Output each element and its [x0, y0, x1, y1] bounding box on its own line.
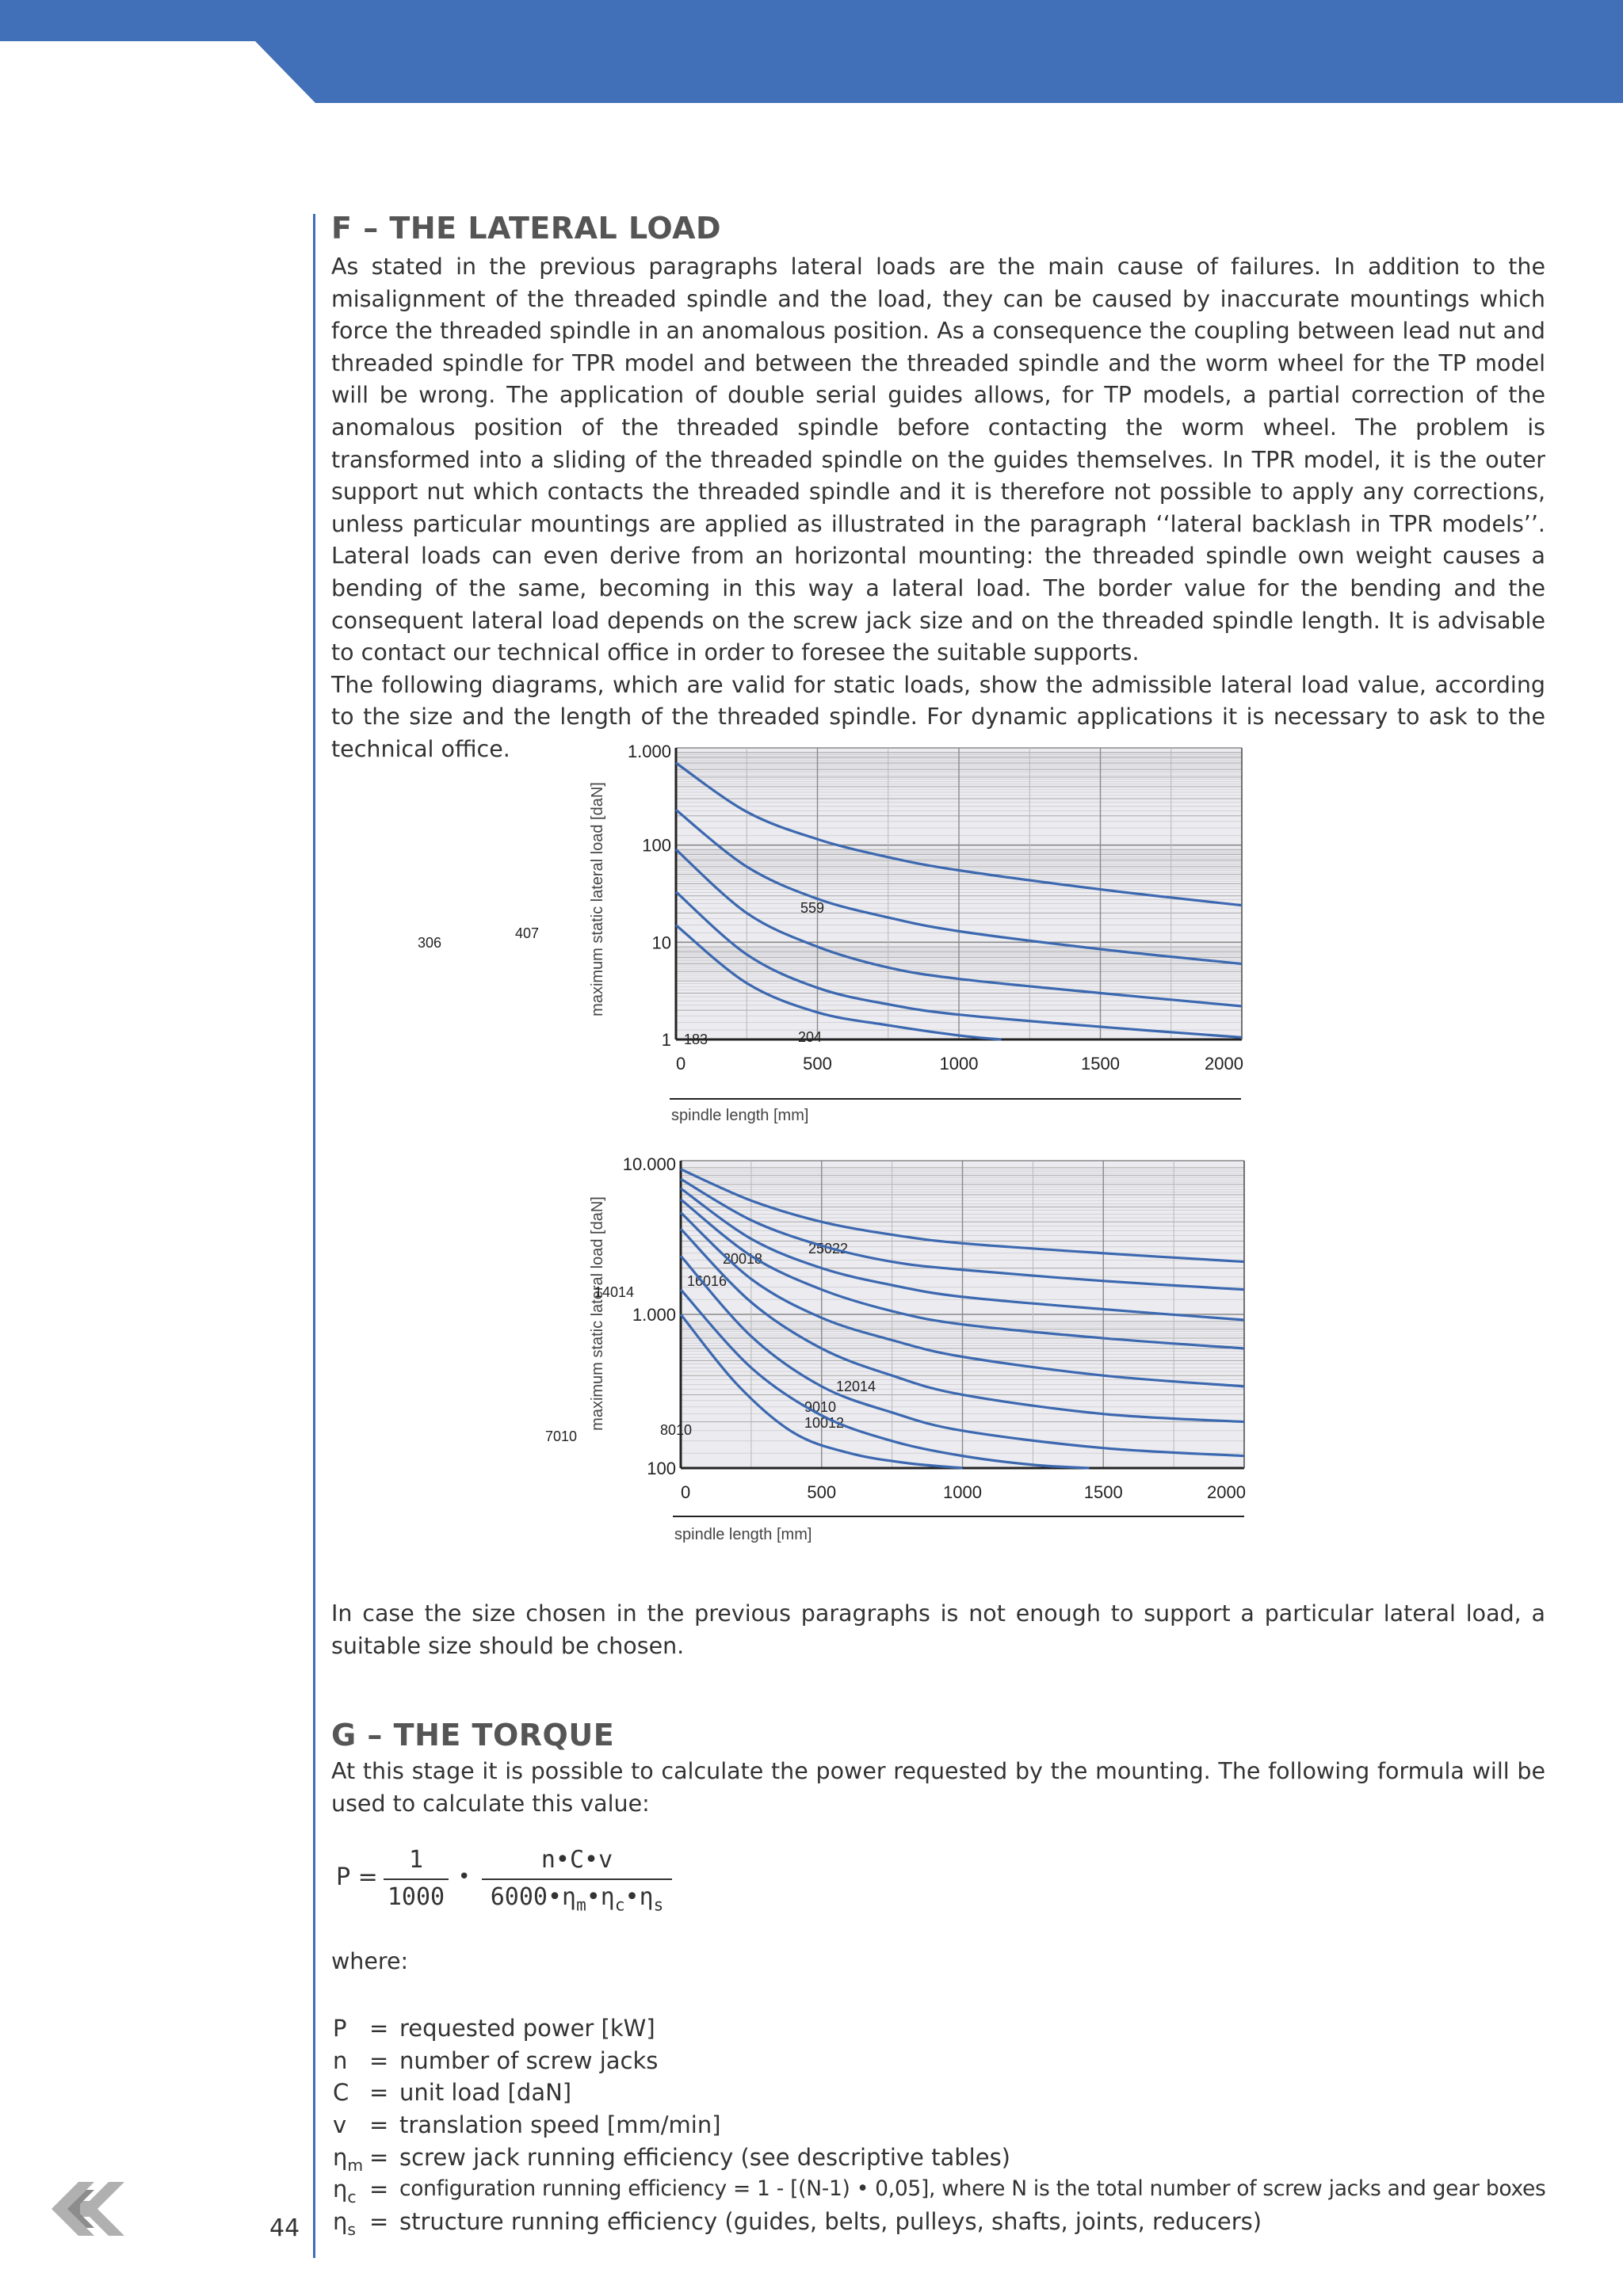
series-label-8010: 8010 — [660, 1422, 693, 1438]
x-tick-label: 500 — [807, 1482, 837, 1502]
symbol: P — [333, 2015, 347, 2042]
series-label-306: 306 — [418, 935, 442, 951]
size-note-paragraph: In case the size chosen in the previous paragraphs is not enough to support a particular lateral load, a suitable size should be chosen. — [331, 1600, 1545, 1659]
lateral-load-chart-small-sizes — [418, 737, 1252, 1133]
symbol: $\eta_m$ — [333, 2143, 364, 2175]
y-tick-label: 1 — [661, 1030, 671, 1050]
symbol: $\eta_c$ — [333, 2176, 357, 2207]
formula-multiply-dot: • — [458, 1865, 471, 1889]
series-label-7010: 7010 — [545, 1428, 578, 1444]
x-tick-label: 0 — [681, 1482, 691, 1502]
series-label-25022: 25022 — [808, 1241, 849, 1257]
symbol: n — [333, 2046, 348, 2074]
lateral-load-paragraph: As stated in the previous paragraphs lateral loads are the main cause of failures. In addition to the misalignment of the threaded spindle and the load, they can be caused by inaccurate mountings which force the threaded spindle in an anomalous position. As a consequence the coupling between lead nut and threaded spindle for TPR model and between the threaded spindle and the worm wheel for the TP model will be wrong. The application of double serial guides allows, for TP models, a partial correction of the anomalous position of the threaded spindle before contacting the worm wheel. The problem is transformed into a sliding of the threaded spindle on the guides themselves. In TPR model, it is the outer support nut which contacts the threaded spindle and it is therefore not possible to apply any corrections, unless particular mountings are applied as illustrated in the paragraph ‘‘lateral backlash in TPR models’’. Lateral loads can even derive from an horizontal mounting: the threaded spindle own weight causes a bending of the same, becoming in this way a lateral load. The border value for the bending and the consequent lateral load depends on the screw jack size and on the threaded spindle length. It is advisable to contact our technical office in order to foresee the suitable supports. — [331, 254, 1545, 666]
fraction-1-numerator: 1 — [384, 1846, 449, 1880]
definition-text: screw jack running efficiency (see descriptive tables) — [399, 2143, 1010, 2171]
symbol: v — [333, 2111, 347, 2139]
series-label-16016: 16016 — [687, 1273, 727, 1289]
definition-row: $\eta_c$ = configuration running efficiency = 1 - [(N-1) • 0,05], where N is the total number of screw jacks and gear boxes — [331, 2173, 1568, 2206]
definition-row: P = requested power [kW] — [331, 2012, 1568, 2045]
symbol-definitions — [331, 2012, 1568, 2238]
x-tick-label: 1000 — [943, 1482, 982, 1502]
definition-row: n = number of screw jacks — [331, 2045, 1568, 2077]
series-label-10012: 10012 — [804, 1415, 845, 1431]
x-tick-label: 1000 — [939, 1054, 979, 1074]
series-label-559: 559 — [800, 900, 825, 916]
section-g-body — [331, 1756, 1545, 1820]
page-number: 44 — [269, 2214, 300, 2242]
power-formula — [331, 1846, 727, 1933]
x-tick-label: 500 — [803, 1054, 832, 1074]
symbol: C — [333, 2079, 349, 2107]
section-g-title: G – THE TORQUE — [331, 1718, 615, 1753]
fraction-2-numerator: n•C•v — [482, 1846, 672, 1880]
diagrams-paragraph: The following diagrams, which are valid for static loads, show the admissible lateral load value, according to the size and the length of the threaded spindle. For dynamic applications it is necessary to ask to the technical office. — [331, 671, 1545, 762]
definition-row: $\eta_s$ = structure running efficiency (guides, belts, pulleys, shafts, joints, reducers) — [331, 2206, 1568, 2238]
x-tick-label: 1500 — [1083, 1482, 1123, 1502]
definition-text: configuration running efficiency = 1 - [(N-1) • 0,05], where N is the total number of screw jacks and gear boxes — [399, 2176, 1546, 2202]
series-label-14014: 14014 — [594, 1284, 635, 1300]
series-label-204: 204 — [798, 1029, 823, 1045]
series-label-9010: 9010 — [804, 1399, 837, 1415]
y-tick-label: 100 — [647, 1459, 676, 1478]
section-f-title: F – THE LATERAL LOAD — [331, 211, 722, 246]
fraction-2-denominator: $6000•\eta_m•\eta_c•\eta_s$ — [490, 1883, 664, 1915]
section-f — [331, 211, 1545, 246]
torque-intro-paragraph: At this stage it is possible to calculate the power requested by the mounting. The following formula will be used to calculate this value: — [331, 1758, 1545, 1817]
symbol: $\eta_s$ — [333, 2208, 356, 2240]
x-tick-label: 2000 — [1207, 1482, 1246, 1502]
formula-lhs: P = — [336, 1863, 378, 1891]
y-axis-label: maximum static lateral load [daN] — [589, 782, 606, 1016]
section-g — [331, 1718, 1545, 1753]
y-tick-label: 100 — [642, 835, 671, 856]
lateral-load-chart-large-sizes — [545, 1149, 1252, 1553]
x-tick-label: 2000 — [1205, 1054, 1243, 1074]
series-label-183: 183 — [684, 1032, 708, 1047]
x-tick-label: 1500 — [1081, 1054, 1120, 1074]
series-label-12014: 12014 — [836, 1379, 876, 1394]
x-tick-label: 0 — [676, 1054, 686, 1074]
definition-text: requested power [kW] — [399, 2015, 655, 2042]
section-f-body — [331, 251, 1545, 766]
definition-row: C = unit load [daN] — [331, 2077, 1568, 2109]
x-axis-label: spindle length [mm] — [674, 1526, 812, 1543]
definition-text: unit load [daN] — [399, 2079, 572, 2107]
y-tick-label: 10 — [651, 933, 671, 953]
y-tick-label: 10.000 — [622, 1154, 676, 1174]
where-label: where: — [331, 1948, 409, 1974]
size-note — [331, 1598, 1545, 1662]
definition-row: v = translation speed [mm/min] — [331, 2109, 1568, 2142]
x-axis-label: spindle length [mm] — [671, 1107, 809, 1124]
series-label-407: 407 — [515, 925, 540, 941]
header-band — [0, 0, 1623, 103]
definition-row: $\eta_m$ = screw jack running efficiency (see descriptive tables) — [331, 2142, 1568, 2174]
y-axis-label: maximum static lateral load [daN] — [589, 1196, 606, 1431]
left-margin-rule — [313, 214, 315, 2258]
definition-text: translation speed [mm/min] — [399, 2111, 721, 2139]
series-label-20018: 20018 — [723, 1251, 763, 1267]
fraction-1-denominator: 1000 — [387, 1883, 445, 1911]
definition-text: structure running efficiency (guides, belts, pulleys, shafts, joints, reducers) — [399, 2208, 1262, 2236]
formula-fraction-1 — [384, 1846, 449, 1911]
where-label-block — [331, 1946, 1545, 1978]
brand-chevron-logo — [44, 2171, 139, 2250]
y-tick-label: 1.000 — [627, 742, 671, 761]
definition-text: number of screw jacks — [399, 2046, 659, 2074]
formula-fraction-2 — [482, 1846, 672, 1914]
y-tick-label: 1.000 — [632, 1305, 676, 1325]
